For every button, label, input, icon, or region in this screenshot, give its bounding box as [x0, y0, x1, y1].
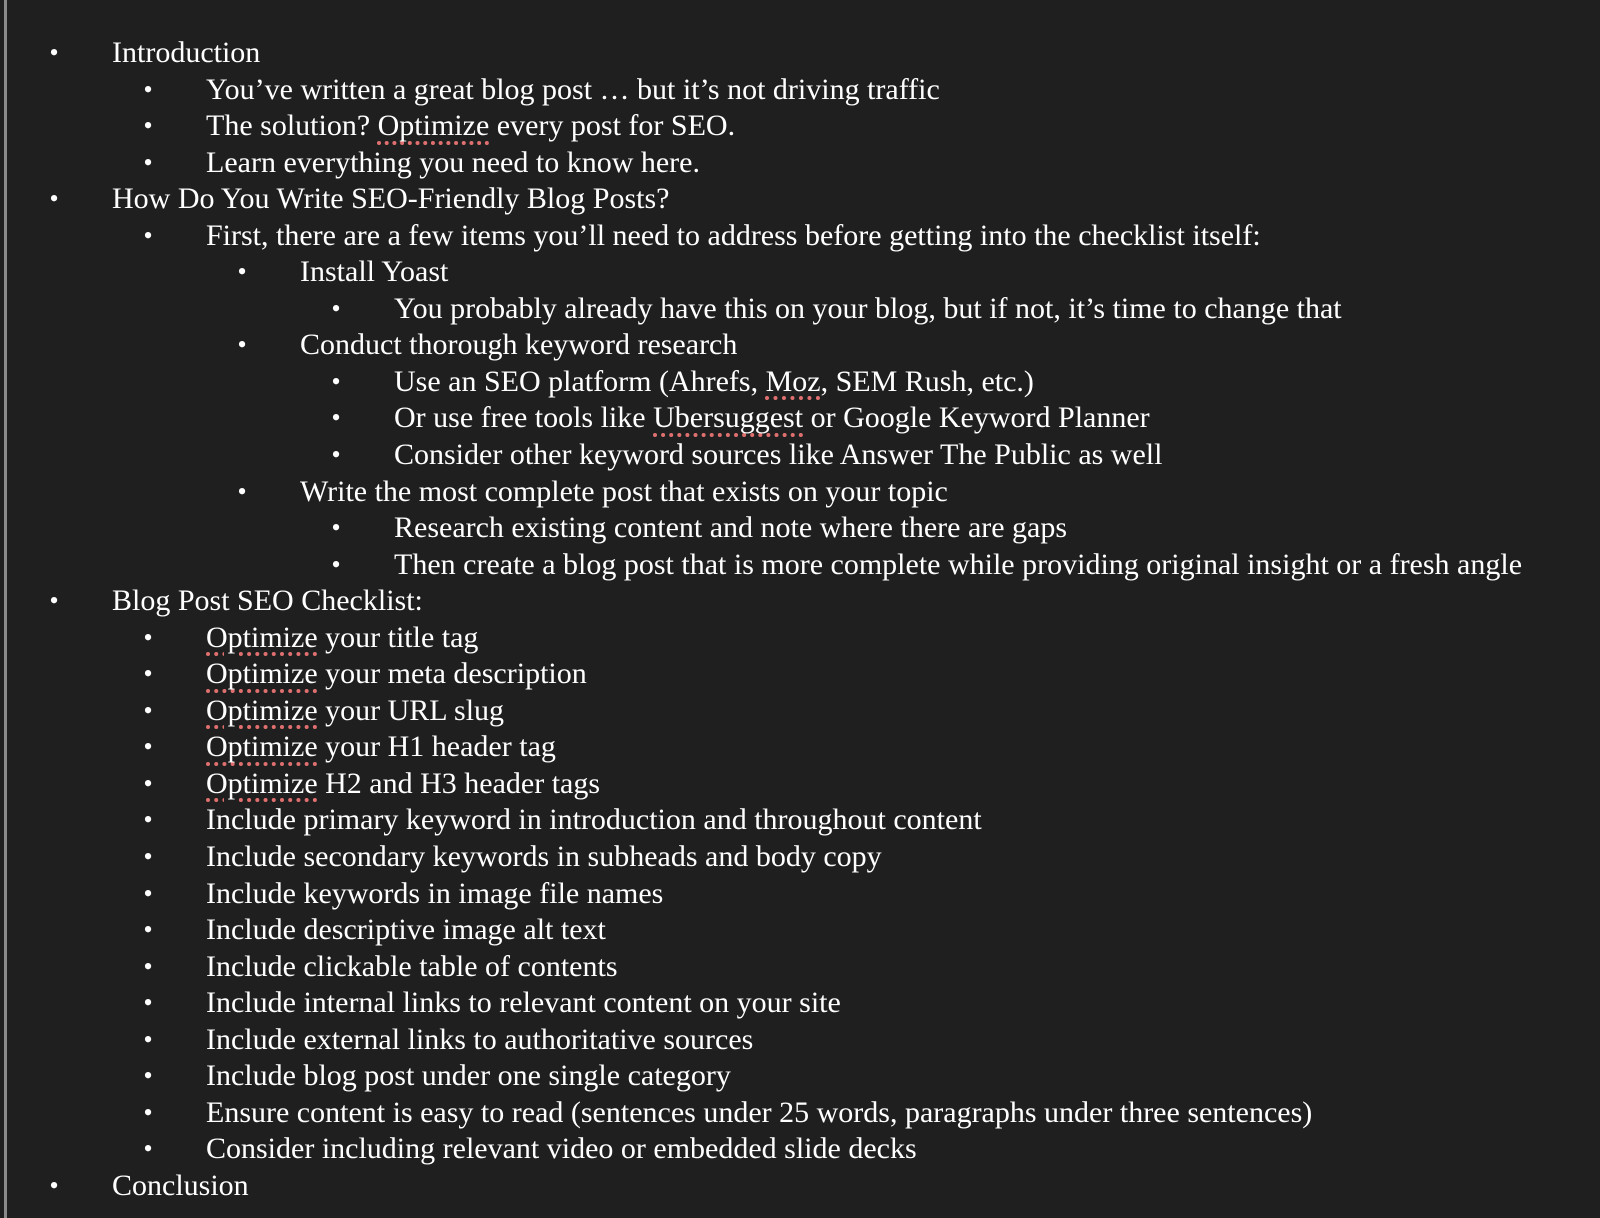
outline-item-text[interactable] [112, 181, 669, 217]
bullet-icon: • [143, 988, 153, 1018]
outline-item-level-3[interactable] [0, 437, 1600, 474]
text-segment: your title tag [317, 620, 479, 654]
text-segment: The solution? [206, 109, 378, 143]
bullet-icon: • [237, 330, 247, 360]
outline-item-level-1[interactable] [0, 693, 1600, 730]
bullet-icon: • [143, 1061, 153, 1091]
outline-item-level-2[interactable] [0, 474, 1600, 511]
outline-item-level-1[interactable] [0, 1131, 1600, 1168]
misspelled-word[interactable]: Optimize [206, 766, 318, 800]
outline-item-text[interactable] [206, 1058, 731, 1094]
outline-item-text[interactable] [300, 474, 948, 510]
text-segment: H2 and H3 header tags [317, 766, 601, 800]
bullet-icon: • [143, 951, 153, 981]
misspelled-word[interactable]: Optimize [377, 109, 490, 143]
text-segment: Learn everything you need to know here. [206, 145, 700, 179]
bullet-icon: • [331, 440, 341, 470]
outline-item-text[interactable] [206, 949, 618, 985]
bullet-icon: • [143, 220, 153, 250]
text-segment: Ensure content is easy to read (sentences under 25 words, paragraphs under three sentences) [206, 1095, 1313, 1129]
bullet-icon: • [143, 695, 153, 725]
outline-item-text[interactable] [112, 583, 423, 619]
outline-item-text[interactable] [206, 766, 600, 802]
outline-item-text[interactable] [394, 400, 1150, 436]
outline-item-text[interactable] [206, 1022, 753, 1058]
outline-item-level-1[interactable] [0, 145, 1600, 182]
text-segment: Include descriptive image alt text [206, 913, 606, 947]
bulleted-outline[interactable] [0, 35, 1600, 1205]
outline-item-text[interactable] [394, 547, 1522, 583]
outline-item-level-1[interactable] [0, 766, 1600, 803]
outline-item-level-1[interactable] [0, 802, 1600, 839]
outline-item-level-3[interactable] [0, 364, 1600, 401]
outline-item-text[interactable] [206, 802, 982, 838]
bullet-icon: • [331, 403, 341, 433]
text-segment: Include keywords in image file names [206, 876, 664, 910]
bullet-icon: • [143, 111, 153, 141]
outline-item-level-1[interactable] [0, 1022, 1600, 1059]
bullet-icon: • [331, 366, 341, 396]
bullet-icon: • [143, 1134, 153, 1164]
text-segment: Include internal links to relevant content on your site [206, 986, 841, 1020]
bullet-icon: • [331, 513, 341, 543]
text-segment: Research existing content and note where there are gaps [394, 511, 1068, 545]
outline-item-level-3[interactable] [0, 400, 1600, 437]
text-segment: Conclusion [112, 1168, 249, 1202]
outline-item-level-1[interactable] [0, 72, 1600, 109]
outline-item-text[interactable] [394, 437, 1162, 473]
text-segment: Or use free tools like [394, 401, 654, 435]
misspelled-word[interactable]: Optimize [206, 730, 318, 764]
outline-item-level-0[interactable] [0, 35, 1600, 72]
text-segment: Consider including relevant video or embedded slide decks [206, 1132, 917, 1166]
outline-item-level-1[interactable] [0, 108, 1600, 145]
outline-item-level-1[interactable] [0, 876, 1600, 913]
bullet-icon: • [49, 1170, 59, 1200]
outline-item-level-1[interactable] [0, 1095, 1600, 1132]
outline-item-level-1[interactable] [0, 620, 1600, 657]
outline-item-level-1[interactable] [0, 218, 1600, 255]
text-segment: You’ve written a great blog post … but it’s not driving traffic [206, 72, 940, 106]
outline-item-text[interactable] [206, 1131, 917, 1167]
bullet-icon: • [143, 622, 153, 652]
text-segment: or Google Keyword Planner [803, 401, 1150, 435]
outline-item-text[interactable] [394, 364, 1034, 400]
text-segment: Write the most complete post that exists on your topic [300, 474, 948, 508]
misspelled-word[interactable]: Optimize [206, 657, 318, 691]
outline-item-level-1[interactable] [0, 912, 1600, 949]
bullet-icon: • [143, 878, 153, 908]
outline-item-level-2[interactable] [0, 254, 1600, 291]
text-segment: Use an SEO platform (Ahrefs, [394, 364, 766, 398]
text-segment: Include secondary keywords in subheads and body copy [206, 840, 882, 874]
outline-item-level-3[interactable] [0, 291, 1600, 328]
text-segment: Install Yoast [300, 255, 449, 289]
text-segment: Conduct thorough keyword research [300, 328, 738, 362]
bullet-icon: • [143, 1024, 153, 1054]
bullet-icon: • [49, 184, 59, 214]
bullet-icon: • [143, 732, 153, 762]
text-segment: How Do You Write SEO-Friendly Blog Posts? [112, 182, 670, 216]
text-segment: You probably already have this on your blog, but if not, it’s time to change that [394, 291, 1342, 325]
misspelled-word[interactable]: Moz [765, 364, 821, 398]
outline-item-text[interactable] [112, 35, 260, 71]
outline-item-level-0[interactable] [0, 1168, 1600, 1205]
outline-item-text[interactable] [206, 656, 587, 692]
outline-item-text[interactable] [206, 912, 606, 948]
outline-item-text[interactable] [394, 291, 1342, 327]
bullet-icon: • [49, 586, 59, 616]
bullet-icon: • [143, 805, 153, 835]
bullet-icon: • [237, 257, 247, 287]
outline-item-text[interactable] [206, 72, 940, 108]
outline-item-level-1[interactable] [0, 656, 1600, 693]
outline-item-text[interactable] [206, 1095, 1312, 1131]
bullet-icon: • [143, 659, 153, 689]
outline-item-text[interactable] [206, 729, 556, 765]
text-segment: , SEM Rush, etc.) [820, 364, 1034, 398]
bullet-icon: • [331, 293, 341, 323]
outline-item-level-2[interactable] [0, 327, 1600, 364]
outline-item-level-0[interactable] [0, 583, 1600, 620]
text-segment: Include external links to authoritative sources [206, 1022, 754, 1056]
bullet-icon: • [49, 38, 59, 67]
text-segment: Include primary keyword in introduction and throughout content [206, 803, 982, 837]
outline-item-text[interactable] [206, 218, 1261, 254]
misspelled-word[interactable]: Optimize [206, 620, 318, 654]
outline-item-text[interactable] [300, 254, 448, 290]
outline-item-text[interactable] [112, 1168, 249, 1204]
bullet-icon: • [143, 74, 153, 104]
bullet-icon: • [143, 147, 153, 177]
outline-item-level-0[interactable] [0, 181, 1600, 218]
outline-item-text[interactable] [206, 876, 663, 912]
outline-item-text[interactable] [394, 510, 1067, 546]
text-segment: Then create a blog post that is more complete while providing original insight or a fresh angle [394, 547, 1523, 581]
bullet-icon: • [331, 549, 341, 579]
text-segment: Include blog post under one single category [206, 1059, 731, 1093]
text-segment: Consider other keyword sources like Answer The Public as well [394, 438, 1163, 472]
misspelled-word[interactable]: Ubersuggest [653, 401, 804, 435]
outline-item-level-3[interactable] [0, 547, 1600, 584]
outline-item-text[interactable] [206, 108, 735, 144]
text-segment: Blog Post SEO Checklist: [112, 584, 423, 618]
text-segment: First, there are a few items you’ll need to address before getting into the checklist itself: [206, 218, 1261, 252]
bullet-icon: • [143, 768, 153, 798]
text-segment: every post for SEO. [489, 109, 736, 143]
bullet-icon: • [237, 476, 247, 506]
bullet-icon: • [143, 915, 153, 945]
bullet-icon: • [143, 842, 153, 872]
outline-item-level-1[interactable] [0, 729, 1600, 766]
outline-item-level-1[interactable] [0, 985, 1600, 1022]
outline-item-text[interactable] [300, 327, 737, 363]
text-segment: Introduction [112, 36, 261, 69]
outline-item-text[interactable] [206, 145, 700, 181]
outline-item-text[interactable] [206, 985, 841, 1021]
outline-item-text[interactable] [206, 620, 478, 656]
outline-item-text[interactable] [206, 839, 882, 875]
text-segment: your URL slug [317, 693, 505, 727]
outline-item-level-3[interactable] [0, 510, 1600, 547]
text-segment: Include clickable table of contents [206, 949, 618, 983]
outline-item-level-1[interactable] [0, 1058, 1600, 1095]
outline-item-level-1[interactable] [0, 839, 1600, 876]
misspelled-word[interactable]: Optimize [206, 693, 318, 727]
text-segment: your H1 header tag [317, 730, 556, 764]
outline-item-text[interactable] [206, 693, 504, 729]
text-segment: your meta description [317, 657, 587, 691]
outline-item-level-1[interactable] [0, 949, 1600, 986]
bullet-icon: • [143, 1097, 153, 1127]
